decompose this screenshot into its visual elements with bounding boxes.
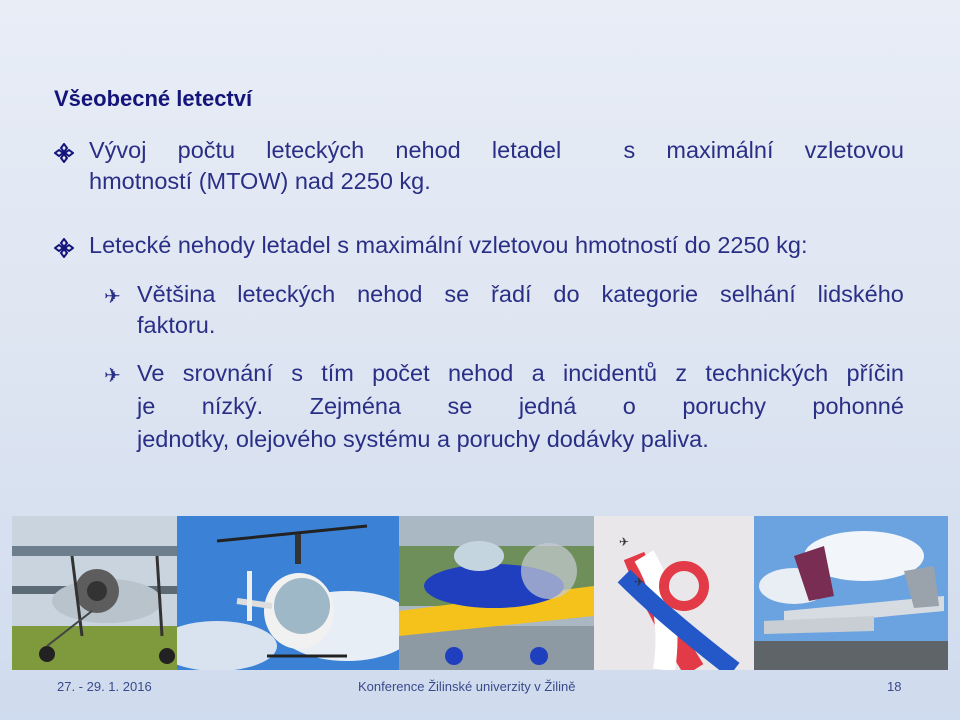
bullet-1-word: nehod: [395, 137, 461, 163]
diamond-bullet-icon: [54, 238, 74, 258]
sub-bullet-2-word: počet: [372, 360, 430, 386]
sub-bullet-2-word: se: [447, 393, 473, 419]
bullet-1-word: leteckých: [266, 137, 365, 163]
sub-bullet-2-word: Ve: [137, 360, 165, 386]
sub-bullet-1-word: leteckých: [237, 281, 336, 307]
bullet-1-word: s: [623, 137, 636, 163]
sub-bullet-2-word: příčin: [846, 360, 904, 386]
sub-bullet-1-word: se: [444, 281, 470, 307]
diamond-bullet-icon: [54, 143, 74, 163]
bullet-1-word: Vývoj: [89, 137, 147, 163]
footer-date: 27. - 29. 1. 2016: [57, 679, 152, 694]
footer-conference: Konference Žilinské univerzity v Žilině: [358, 679, 576, 694]
svg-text:✈: ✈: [619, 535, 630, 549]
airplane-bullet-icon: ✈: [104, 365, 121, 387]
sub-bullet-2-word: pohonné: [812, 393, 904, 419]
sub-bullet-2-line-3: jednotky, olejového systému a poruchy dodávky paliva.: [137, 426, 709, 452]
sub-bullet-1-word: do: [553, 281, 580, 307]
sub-bullet-2-word: incidentů: [563, 360, 658, 386]
sub-bullet-1-line-1: [137, 279, 904, 310]
sub-bullet-2-word: z: [675, 360, 688, 386]
bullet-2-text: Letecké nehody letadel s maximální vzletovou hmotností do 2250 kg:: [89, 232, 808, 258]
sub-bullet-2-word: o: [622, 393, 636, 419]
bullet-1-word: letadel: [491, 137, 562, 163]
airplane-bullet-icon: ✈: [104, 286, 121, 308]
sub-bullet-2-word: tím: [321, 360, 354, 386]
bullet-1-word: vzletovou: [804, 137, 904, 163]
bullet-1-word: počtu: [177, 137, 236, 163]
sub-bullet-1-word: selhání: [720, 281, 796, 307]
bullet-1-line-2: hmotností (MTOW) nad 2250 kg.: [89, 168, 431, 194]
bullet-1-word: maximální: [666, 137, 774, 163]
sub-bullet-2-word: nehod: [447, 360, 514, 386]
sub-bullet-1-line-2: faktoru.: [137, 312, 216, 338]
sub-bullet-1-word: Většina: [137, 281, 216, 307]
photo-strip: [12, 516, 948, 670]
helicopter-photo: [177, 516, 399, 670]
slide-title: Všeobecné letectví: [54, 86, 253, 111]
jets-photo: [754, 516, 948, 670]
sub-bullet-1-word: řadí: [491, 281, 532, 307]
sub-bullet-2-word: technických: [705, 360, 829, 386]
sub-bullet-2-word: s: [291, 360, 303, 386]
sub-bullet-1-word: nehod: [357, 281, 423, 307]
sub-bullet-2-word: Zejména: [309, 393, 402, 419]
sub-bullet-1-word: kategorie: [601, 281, 699, 307]
aerobatic-plane-photo: [399, 516, 594, 670]
sub-bullet-2-line-2: [137, 391, 904, 422]
bullet-1-line-1: [89, 135, 904, 166]
sub-bullet-2-word: nízký.: [201, 393, 264, 419]
sub-bullet-2-word: a: [531, 360, 545, 386]
sub-bullet-1-word: lidského: [817, 281, 904, 307]
sub-bullet-2-word: poruchy: [682, 393, 766, 419]
sub-bullet-2-word: je: [137, 393, 156, 419]
sub-bullet-2-line-1: [137, 358, 904, 389]
sub-bullet-2-word: jedná: [518, 393, 577, 419]
sub-bullet-2-word: srovnání: [182, 360, 273, 386]
page-number: 18: [887, 679, 902, 694]
biplane-photo: [12, 516, 177, 670]
airshow-smoke-photo: [594, 516, 754, 670]
svg-text:✈: ✈: [634, 575, 645, 589]
